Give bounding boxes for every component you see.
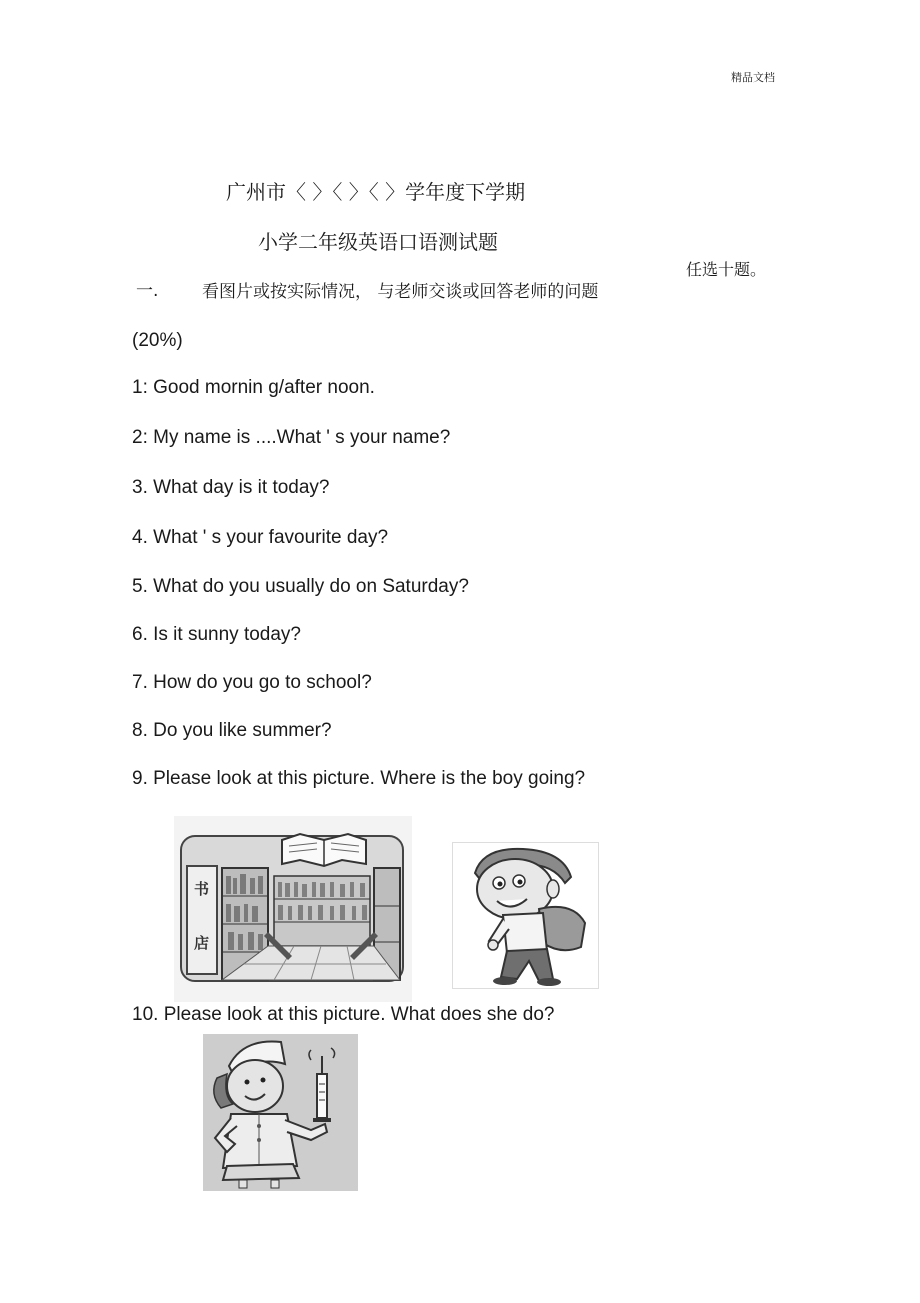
question-2: 2: My name is ....What ' s your name?: [132, 427, 451, 448]
question-5: 5. What do you usually do on Saturday?: [132, 576, 469, 597]
question-4: 4. What ' s your favourite day?: [132, 527, 389, 548]
question-3: 3. What day is it today?: [132, 477, 330, 498]
question-6: 6. Is it sunny today?: [132, 624, 301, 645]
boy-picture: [452, 842, 599, 989]
question-10: 10. Please look at this picture. What does she do?: [132, 1004, 555, 1025]
question-9: 9. Please look at this picture. Where is the boy going?: [132, 768, 586, 789]
question-7: 7. How do you go to school?: [132, 672, 372, 693]
section-note: 任选十题。: [686, 260, 767, 279]
title-line-1: 广州市〈 〉〈 〉〈 〉学年度下学期: [226, 180, 526, 204]
section-number: 一.: [136, 281, 159, 301]
bookstore-sign-char-2: 店: [194, 934, 210, 952]
nurse-picture: [203, 1034, 358, 1191]
section-score: (20%): [132, 330, 183, 351]
bookstore-sign-char-1: 书: [194, 880, 210, 898]
question-1: 1: Good mornin g/after noon.: [132, 377, 375, 398]
section-instruction: 看图片或按实际情况， 与老师交谈或回答老师的问题: [202, 282, 599, 302]
title-line-2: 小学二年级英语口语测试题: [258, 230, 498, 254]
question-8: 8. Do you like summer?: [132, 720, 332, 741]
watermark-label: 精品文档: [731, 71, 775, 84]
bookstore-picture: [174, 816, 412, 1002]
